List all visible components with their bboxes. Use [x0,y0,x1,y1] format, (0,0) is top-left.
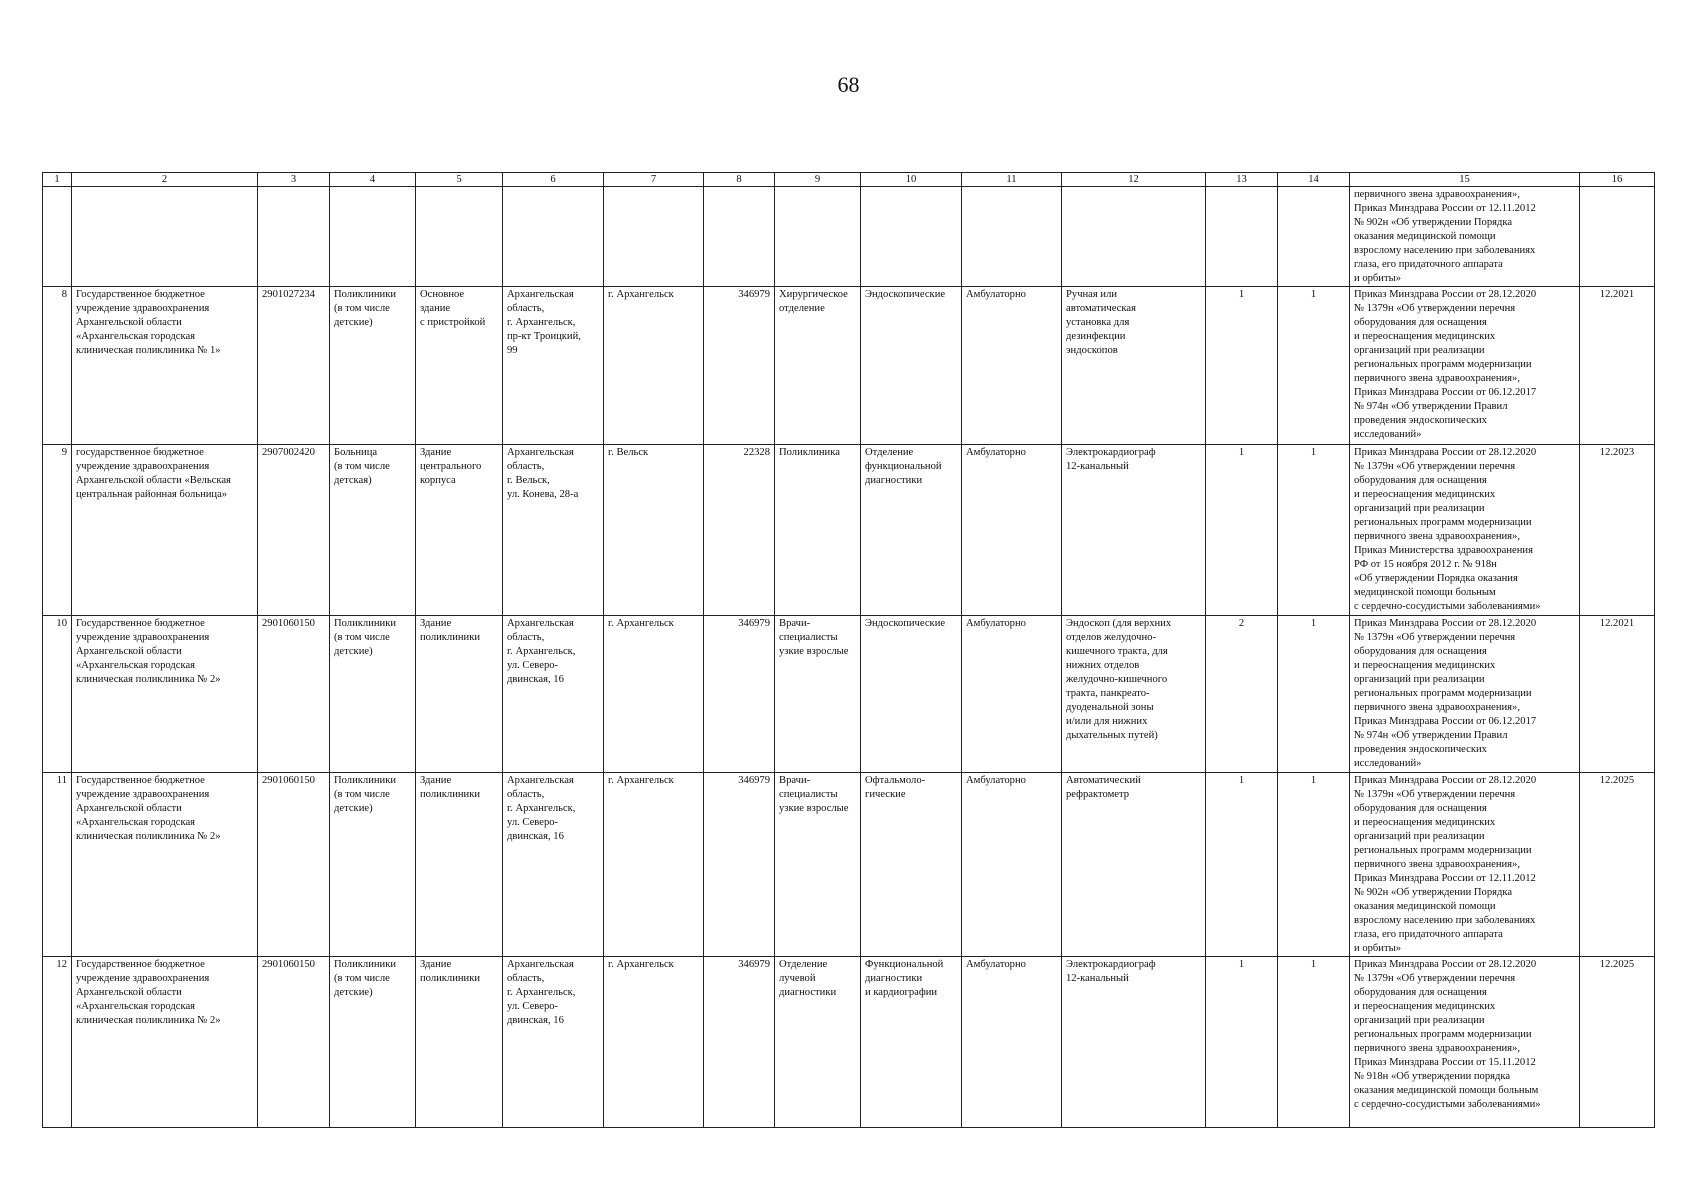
profile-cell: Функциональной диагностики и кардиографии [861,957,962,1128]
deadline-cell: 12.2025 [1580,957,1655,1128]
locality-cell: г. Архангельск [604,287,704,445]
equipment-register-table [42,172,1655,1128]
locality-cell: г. Вельск [604,445,704,616]
address-cell: Архангельская область, г. Архангельск, ул. Северо- двинская, 16 [503,957,604,1128]
building-cell: Здание поликлиники [416,616,503,773]
care-conditions-cell: Амбулаторно [962,445,1062,616]
locality-cell: г. Архангельск [604,773,704,957]
locality-cell [604,187,704,287]
equipment-cell: Электрокардиограф 12-канальный [1062,445,1206,616]
row-number-cell: 9 [43,445,72,616]
locality-cell: г. Архангельск [604,957,704,1128]
inn-cell: 2907002420 [258,445,330,616]
institution-cell: Государственное бюджетное учреждение здравоохранения Архангельской области «Архангельская городская клиническая поликлиника № 1» [72,287,258,445]
care-conditions-cell: Амбулаторно [962,287,1062,445]
inn-cell: 2901027234 [258,287,330,445]
table-row [43,616,1655,773]
care-conditions-cell: Амбулаторно [962,773,1062,957]
profile-cell: Эндоскопические [861,616,962,773]
equipment-cell: Эндоскоп (для верхних отделов желудочно- кишечного тракта, для нижних отделов желудочно-кишечного тракта, панкреато- дуоденальной зоны и/или для нижних дыхательных путей) [1062,616,1206,773]
deadline-cell: 12.2021 [1580,287,1655,445]
institution-type-cell: Поликлиники (в том числе детские) [330,957,416,1128]
building-cell: Здание поликлиники [416,957,503,1128]
building-cell: Основное здание с пристройкой [416,287,503,445]
quantity-cell: 1 [1278,773,1350,957]
address-cell: Архангельская область, г. Архангельск, ул. Северо- двинская, 16 [503,773,604,957]
row-number-cell: 11 [43,773,72,957]
column-number: 12 [1062,173,1206,187]
address-cell [503,187,604,287]
quantity-cell: 1 [1206,287,1278,445]
inn-cell: 2901060150 [258,616,330,773]
column-number: 5 [416,173,503,187]
regulation-cell: первичного звена здравоохранения», Приказ Минздрава России от 12.11.2012 № 902н «Об утверждении Порядка оказания медицинской помощи взрослому населению при заболеваниях глаза, его придаточного аппарата и орбиты» [1350,187,1580,287]
institution-type-cell [330,187,416,287]
page-number: 68 [837,72,860,97]
building-cell [416,187,503,287]
address-cell: Архангельская область, г. Архангельск, пр-кт Троицкий, 99 [503,287,604,445]
column-number: 10 [861,173,962,187]
institution-type-cell: Поликлиники (в том числе детские) [330,287,416,445]
population-cell [704,187,775,287]
deadline-cell: 12.2023 [1580,445,1655,616]
institution-cell: государственное бюджетное учреждение здравоохранения Архангельской области «Вельская центральная районная больница» [72,445,258,616]
profile-cell: Эндоскопические [861,287,962,445]
department-cell: Врачи- специалисты узкие взрослые [775,616,861,773]
column-number: 9 [775,173,861,187]
deadline-cell: 12.2025 [1580,773,1655,957]
quantity-cell [1278,187,1350,287]
population-cell: 346979 [704,616,775,773]
care-conditions-cell: Амбулаторно [962,957,1062,1128]
regulation-cell: Приказ Минздрава России от 28.12.2020 № 1379н «Об утверждении перечня оборудования для оснащения и переоснащения медицинских организаций при реализации региональных программ модернизации первичного звена здравоохранения», Приказ Минздрава России от 06.12.2017 № 974н «Об утверждении Правил проведения эндоскопических исследований» [1350,616,1580,773]
column-number: 11 [962,173,1062,187]
department-cell: Отделение лучевой диагностики [775,957,861,1128]
equipment-cell [1062,187,1206,287]
inn-cell [258,187,330,287]
table-row [43,773,1655,957]
row-number-cell: 8 [43,287,72,445]
regulation-cell: Приказ Минздрава России от 28.12.2020 № 1379н «Об утверждении перечня оборудования для оснащения и переоснащения медицинских организаций при реализации региональных программ модернизации первичного звена здравоохранения», Приказ Минздрава России от 06.12.2017 № 974н «Об утверждении Правил проведения эндоскопических исследований» [1350,287,1580,445]
column-number: 7 [604,173,704,187]
quantity-cell: 1 [1278,445,1350,616]
building-cell: Здание поликлиники [416,773,503,957]
department-cell: Хирургическое отделение [775,287,861,445]
profile-cell: Отделение функциональной диагностики [861,445,962,616]
institution-type-cell: Больница (в том числе детская) [330,445,416,616]
population-cell: 22328 [704,445,775,616]
column-number: 3 [258,173,330,187]
department-cell: Поликлиника [775,445,861,616]
deadline-cell: 12.2021 [1580,616,1655,773]
row-number-cell: 10 [43,616,72,773]
column-number: 4 [330,173,416,187]
deadline-cell [1580,187,1655,287]
quantity-cell [1206,187,1278,287]
equipment-cell: Ручная или автоматическая установка для дезинфекции эндоскопов [1062,287,1206,445]
profile-cell [861,187,962,287]
quantity-cell: 1 [1278,616,1350,773]
regulation-cell: Приказ Минздрава России от 28.12.2020 № 1379н «Об утверждении перечня оборудования для оснащения и переоснащения медицинских организаций при реализации региональных программ модернизации первичного звена здравоохранения», Приказ Министерства здравоохранения РФ от 15 ноября 2012 г. № 918н «Об утверждении Порядка оказания медицинской помощи больным с сердечно-сосудистыми заболеваниями» [1350,445,1580,616]
quantity-cell: 1 [1278,287,1350,445]
institution-cell [72,187,258,287]
equipment-cell: Автоматический рефрактометр [1062,773,1206,957]
profile-cell: Офтальмоло- гические [861,773,962,957]
row-number-cell [43,187,72,287]
table-row [43,957,1655,1128]
column-number: 8 [704,173,775,187]
quantity-cell: 1 [1278,957,1350,1128]
institution-type-cell: Поликлиники (в том числе детские) [330,616,416,773]
table-row [43,287,1655,445]
locality-cell: г. Архангельск [604,616,704,773]
population-cell: 346979 [704,287,775,445]
population-cell: 346979 [704,957,775,1128]
column-number: 2 [72,173,258,187]
quantity-cell: 1 [1206,957,1278,1128]
quantity-cell: 1 [1206,445,1278,616]
institution-cell: Государственное бюджетное учреждение здравоохранения Архангельской области «Архангельская городская клиническая поликлиника № 2» [72,957,258,1128]
institution-cell: Государственное бюджетное учреждение здравоохранения Архангельской области «Архангельская городская клиническая поликлиника № 2» [72,616,258,773]
quantity-cell: 1 [1206,773,1278,957]
inn-cell: 2901060150 [258,957,330,1128]
address-cell: Архангельская область, г. Архангельск, ул. Северо- двинская, 16 [503,616,604,773]
department-cell: Врачи- специалисты узкие взрослые [775,773,861,957]
column-number: 6 [503,173,604,187]
population-cell: 346979 [704,773,775,957]
column-number-row [43,173,1655,187]
address-cell: Архангельская область, г. Вельск, ул. Конева, 28-а [503,445,604,616]
column-number: 1 [43,173,72,187]
care-conditions-cell [962,187,1062,287]
column-number: 14 [1278,173,1350,187]
institution-type-cell: Поликлиники (в том числе детские) [330,773,416,957]
regulation-cell: Приказ Минздрава России от 28.12.2020 № 1379н «Об утверждении перечня оборудования для оснащения и переоснащения медицинских организаций при реализации региональных программ модернизации первичного звена здравоохранения», Приказ Минздрава России от 12.11.2012 № 902н «Об утверждении Порядка оказания медицинской помощи взрослому населению при заболеваниях глаза, его придаточного аппарата и орбиты» [1350,773,1580,957]
column-number: 15 [1350,173,1580,187]
table-row [43,445,1655,616]
row-number-cell: 12 [43,957,72,1128]
quantity-cell: 2 [1206,616,1278,773]
equipment-cell: Электрокардиограф 12-канальный [1062,957,1206,1128]
institution-cell: Государственное бюджетное учреждение здравоохранения Архангельской области «Архангельская городская клиническая поликлиника № 2» [72,773,258,957]
care-conditions-cell: Амбулаторно [962,616,1062,773]
table-row [43,187,1655,287]
building-cell: Здание центрального корпуса [416,445,503,616]
column-number: 16 [1580,173,1655,187]
department-cell [775,187,861,287]
column-number: 13 [1206,173,1278,187]
regulation-cell: Приказ Минздрава России от 28.12.2020 № 1379н «Об утверждении перечня оборудования для оснащения и переоснащения медицинских организаций при реализации региональных программ модернизации первичного звена здравоохранения», Приказ Минздрава России от 15.11.2012 № 918н «Об утверждении порядка оказания медицинской помощи больным с сердечно-сосудистыми заболеваниями» [1350,957,1580,1128]
inn-cell: 2901060150 [258,773,330,957]
